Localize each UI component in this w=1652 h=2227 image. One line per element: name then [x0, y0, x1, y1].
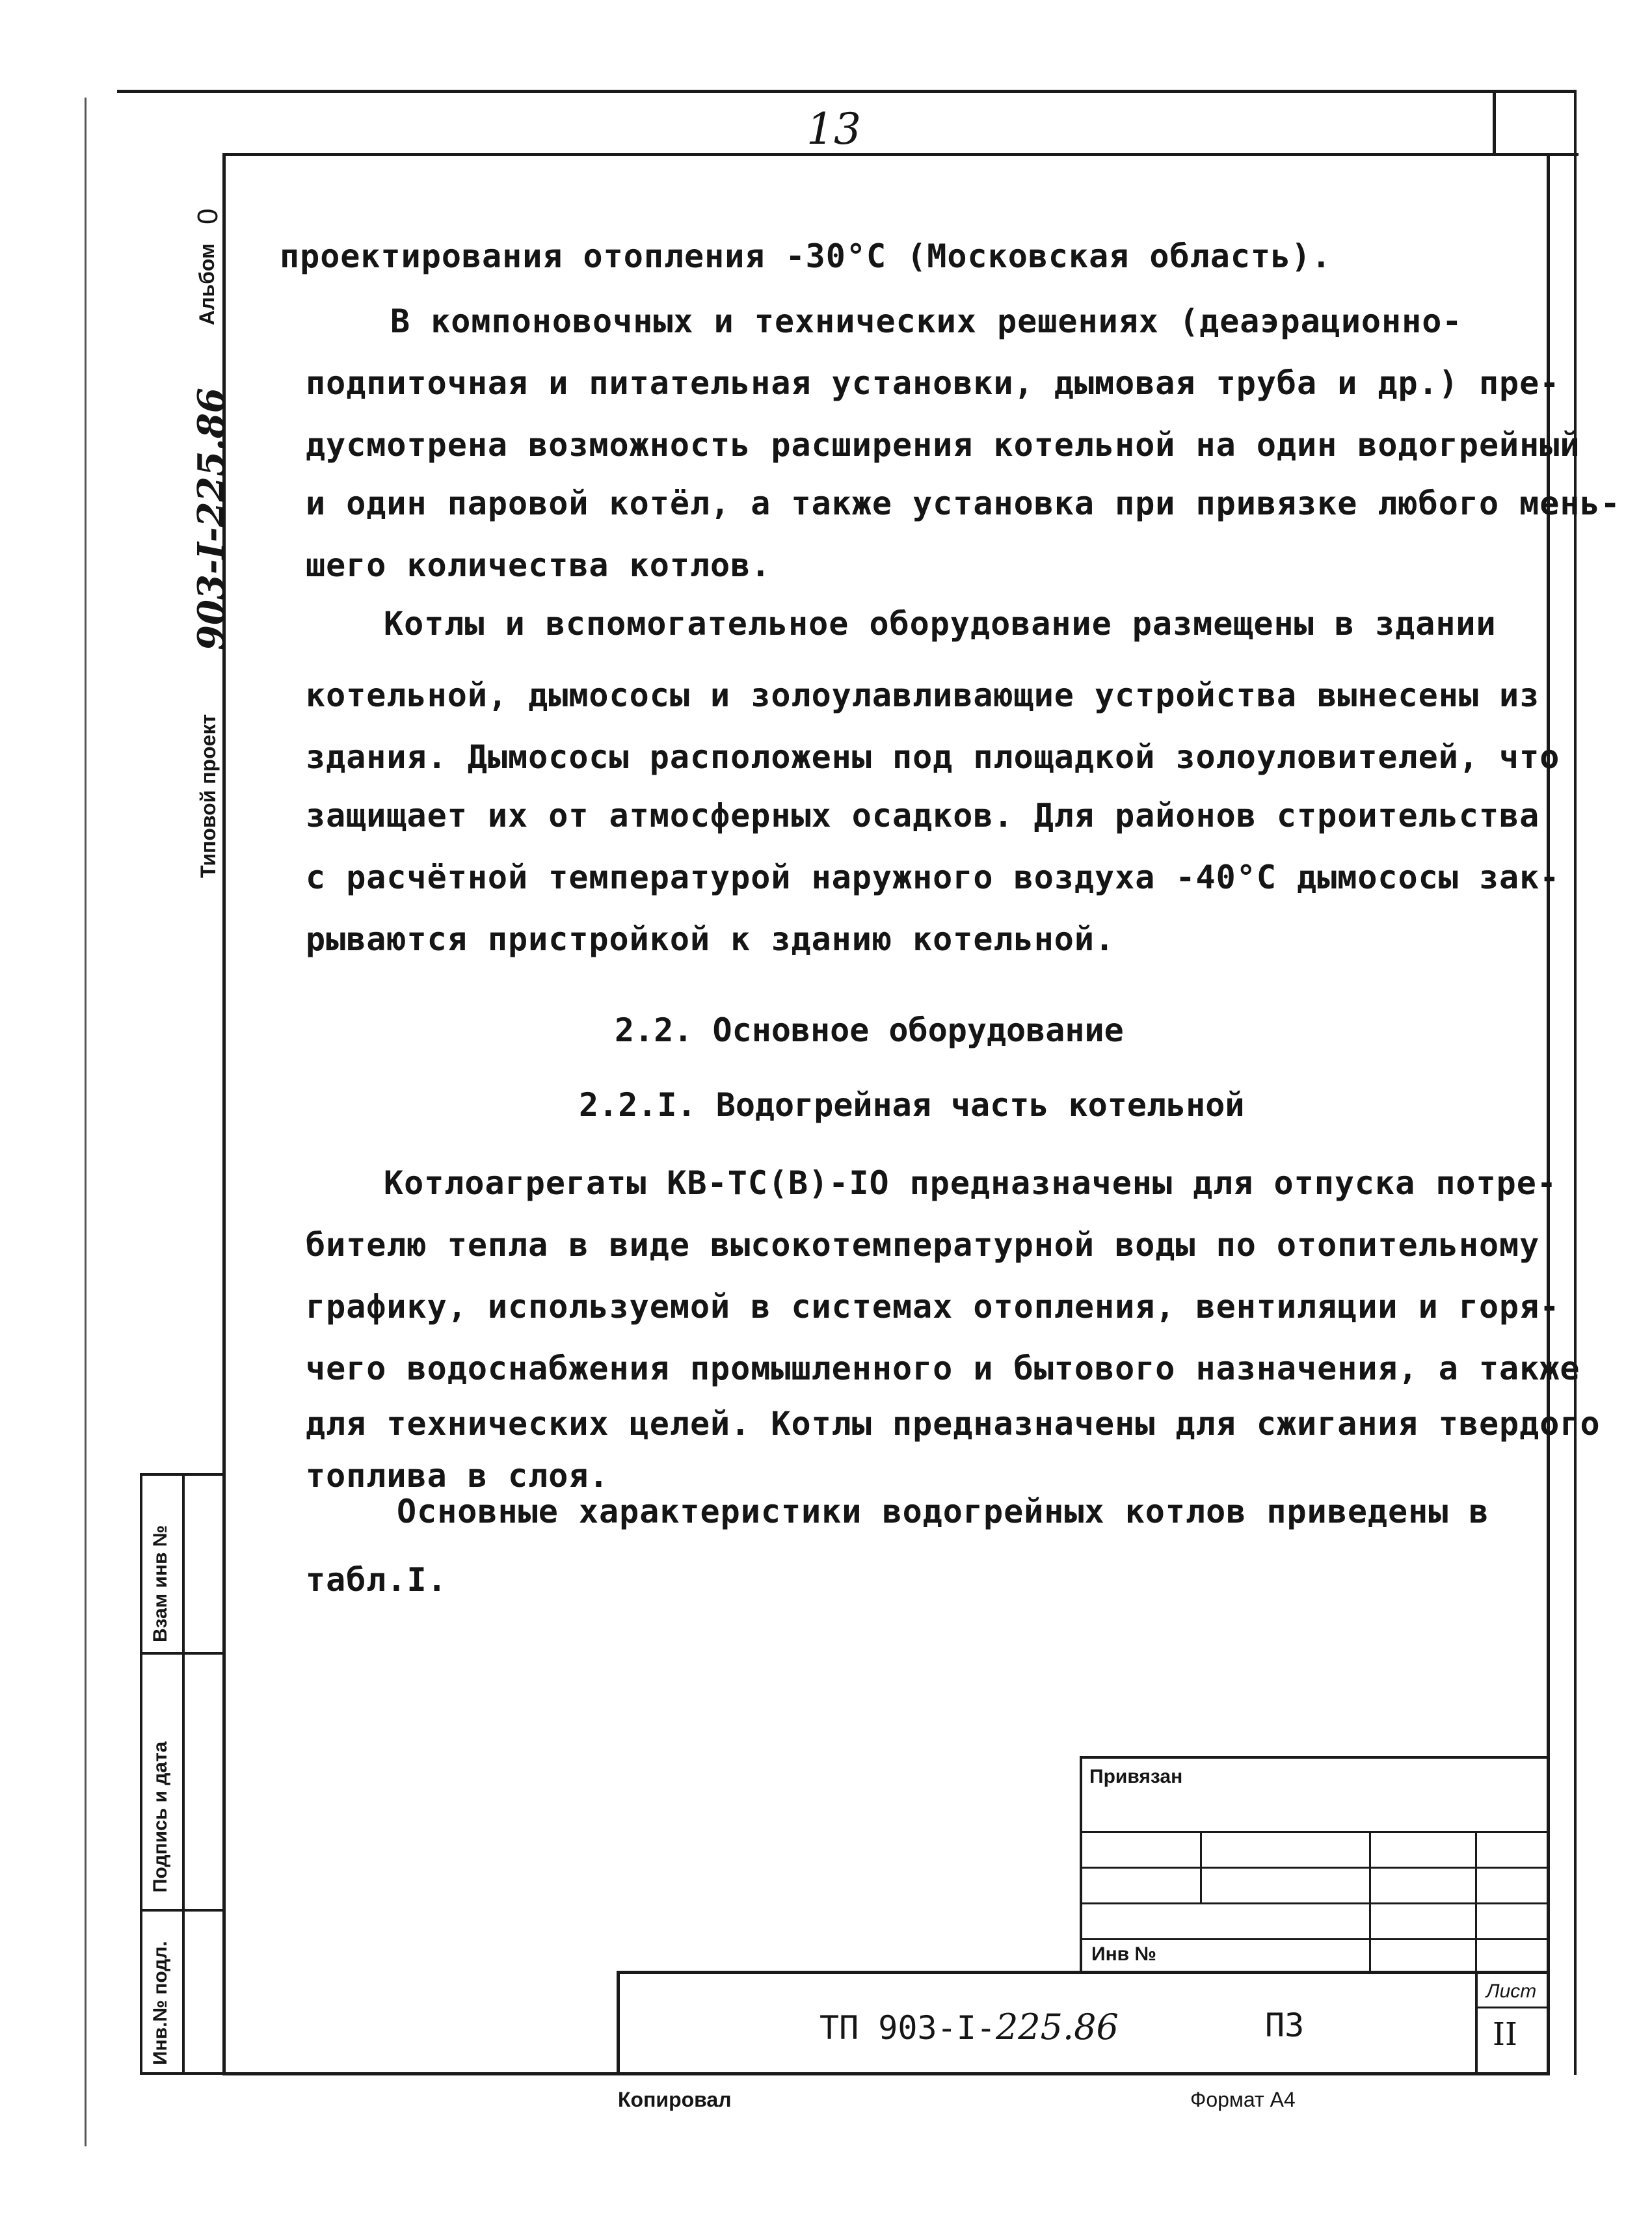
document-code-handwritten: 225.86	[995, 2007, 1119, 2047]
body-line: табл.I.	[306, 1561, 447, 1599]
corner-box-right	[1574, 90, 1577, 155]
body-line: и один паровой котёл, а также установка при привязке любого мень-	[306, 485, 1621, 522]
frame-top-line	[117, 90, 1574, 93]
document-code-printed: ТП 903-I-	[819, 2009, 996, 2047]
body-line: Котлы и вспомогательное оборудование размещены в здании	[384, 605, 1497, 643]
body-line: для технических целей. Котлы предназначены для сжигания твердого	[306, 1405, 1601, 1443]
corner-box-left	[1493, 90, 1496, 155]
body-line: котельной, дымососы и золоулавливающие устройства вынесены из	[306, 676, 1540, 714]
body-line: Котлоагрегаты КВ-ТС(В)-IO предназначены для отпуска потре-	[384, 1164, 1557, 1202]
body-line: графику, используемой в системах отопления, вентиляции и горя-	[306, 1288, 1560, 1326]
project-type-label: Типовой проект	[196, 713, 220, 878]
album-label: Альбом	[195, 243, 219, 325]
tb-col1	[1200, 1831, 1202, 1902]
leftbox-top	[140, 1473, 224, 1476]
body-line: В компоновочных и технических решениях (деаэрационно-	[390, 302, 1463, 340]
body-line-text: проектирования отопления -30°С (Московская область).	[280, 237, 1332, 275]
body-line: подпиточная и питательная установки, дымовая труба и др.) пре-	[306, 364, 1560, 402]
body-line: с расчётной температурой наружного воздуха -40°С дымососы зак-	[306, 859, 1560, 896]
body-line: здания. Дымососы расположены под площадкой золоуловителей, что	[306, 738, 1560, 776]
tb-row3	[1080, 1902, 1549, 1904]
codebox-sheet-sep	[1475, 1971, 1478, 2075]
inv-no-label: Инв №	[1091, 1943, 1156, 1965]
privyazan-label: Привязан	[1089, 1766, 1183, 1787]
body-line: дусмотрена возможность расширения котельной на один водогрейный	[306, 426, 1580, 464]
album-number: 0	[192, 208, 224, 224]
tb-row4	[1080, 1938, 1549, 1940]
frame-bottom-line	[222, 2072, 1550, 2075]
tb-row2	[1080, 1867, 1549, 1869]
codebox-sheet-row	[1475, 2007, 1549, 2008]
document-type: ПЗ	[1265, 2007, 1305, 2044]
body-line	[280, 237, 1331, 275]
sheet-label: Лист	[1486, 1980, 1537, 2002]
sheet-number: II	[1493, 2016, 1517, 2053]
section-heading: 2.2. Основное оборудование	[615, 1011, 1124, 1049]
leftbox-sep2	[140, 1909, 224, 1912]
project-code: 903-I-225.86	[190, 388, 233, 650]
leftbox-sep1	[140, 1652, 224, 1655]
document-code	[819, 2007, 1119, 2047]
tb-top	[1080, 1756, 1549, 1759]
vzam-inv-label: Взам инв №	[150, 1525, 171, 1642]
body-line: Основные характеристики водогрейных котлов приведены в	[397, 1493, 1489, 1530]
inv-podl-label: Инв.№ подл.	[150, 1941, 171, 2065]
leftbox-bottom	[140, 2072, 224, 2075]
leftbox-outer-left	[140, 1473, 142, 2075]
body-line: чего водоснабжения промышленного и бытового назначения, а также	[306, 1350, 1580, 1387]
copied-by-label: Копировал	[618, 2088, 732, 2111]
page-number: 13	[806, 104, 861, 154]
codebox-top	[617, 1971, 1549, 1974]
subsection-heading: 2.2.I. Водогрейная часть котельной	[579, 1086, 1245, 1124]
leftbox-mid	[182, 1473, 185, 2075]
podpis-data-label: Подпись и дата	[150, 1741, 171, 1893]
codebox-left	[617, 1971, 620, 2075]
format-label: Формат А4	[1190, 2088, 1296, 2111]
frame-inner-top-line	[224, 153, 1579, 156]
body-line: шего количества котлов.	[306, 546, 771, 584]
body-line: бителю тепла в виде высокотемпературной воды по отопительному	[306, 1226, 1540, 1264]
tb-col3	[1475, 1831, 1477, 1971]
body-line: защищает их от атмосферных осадков. Для районов строительства	[306, 797, 1540, 834]
left-margin-line	[85, 98, 87, 2146]
tb-col2	[1369, 1831, 1371, 1971]
tb-row1	[1080, 1831, 1549, 1833]
body-line: топлива в слоя.	[306, 1457, 609, 1495]
body-line: рываются пристройкой к зданию котельной.	[306, 920, 1115, 958]
